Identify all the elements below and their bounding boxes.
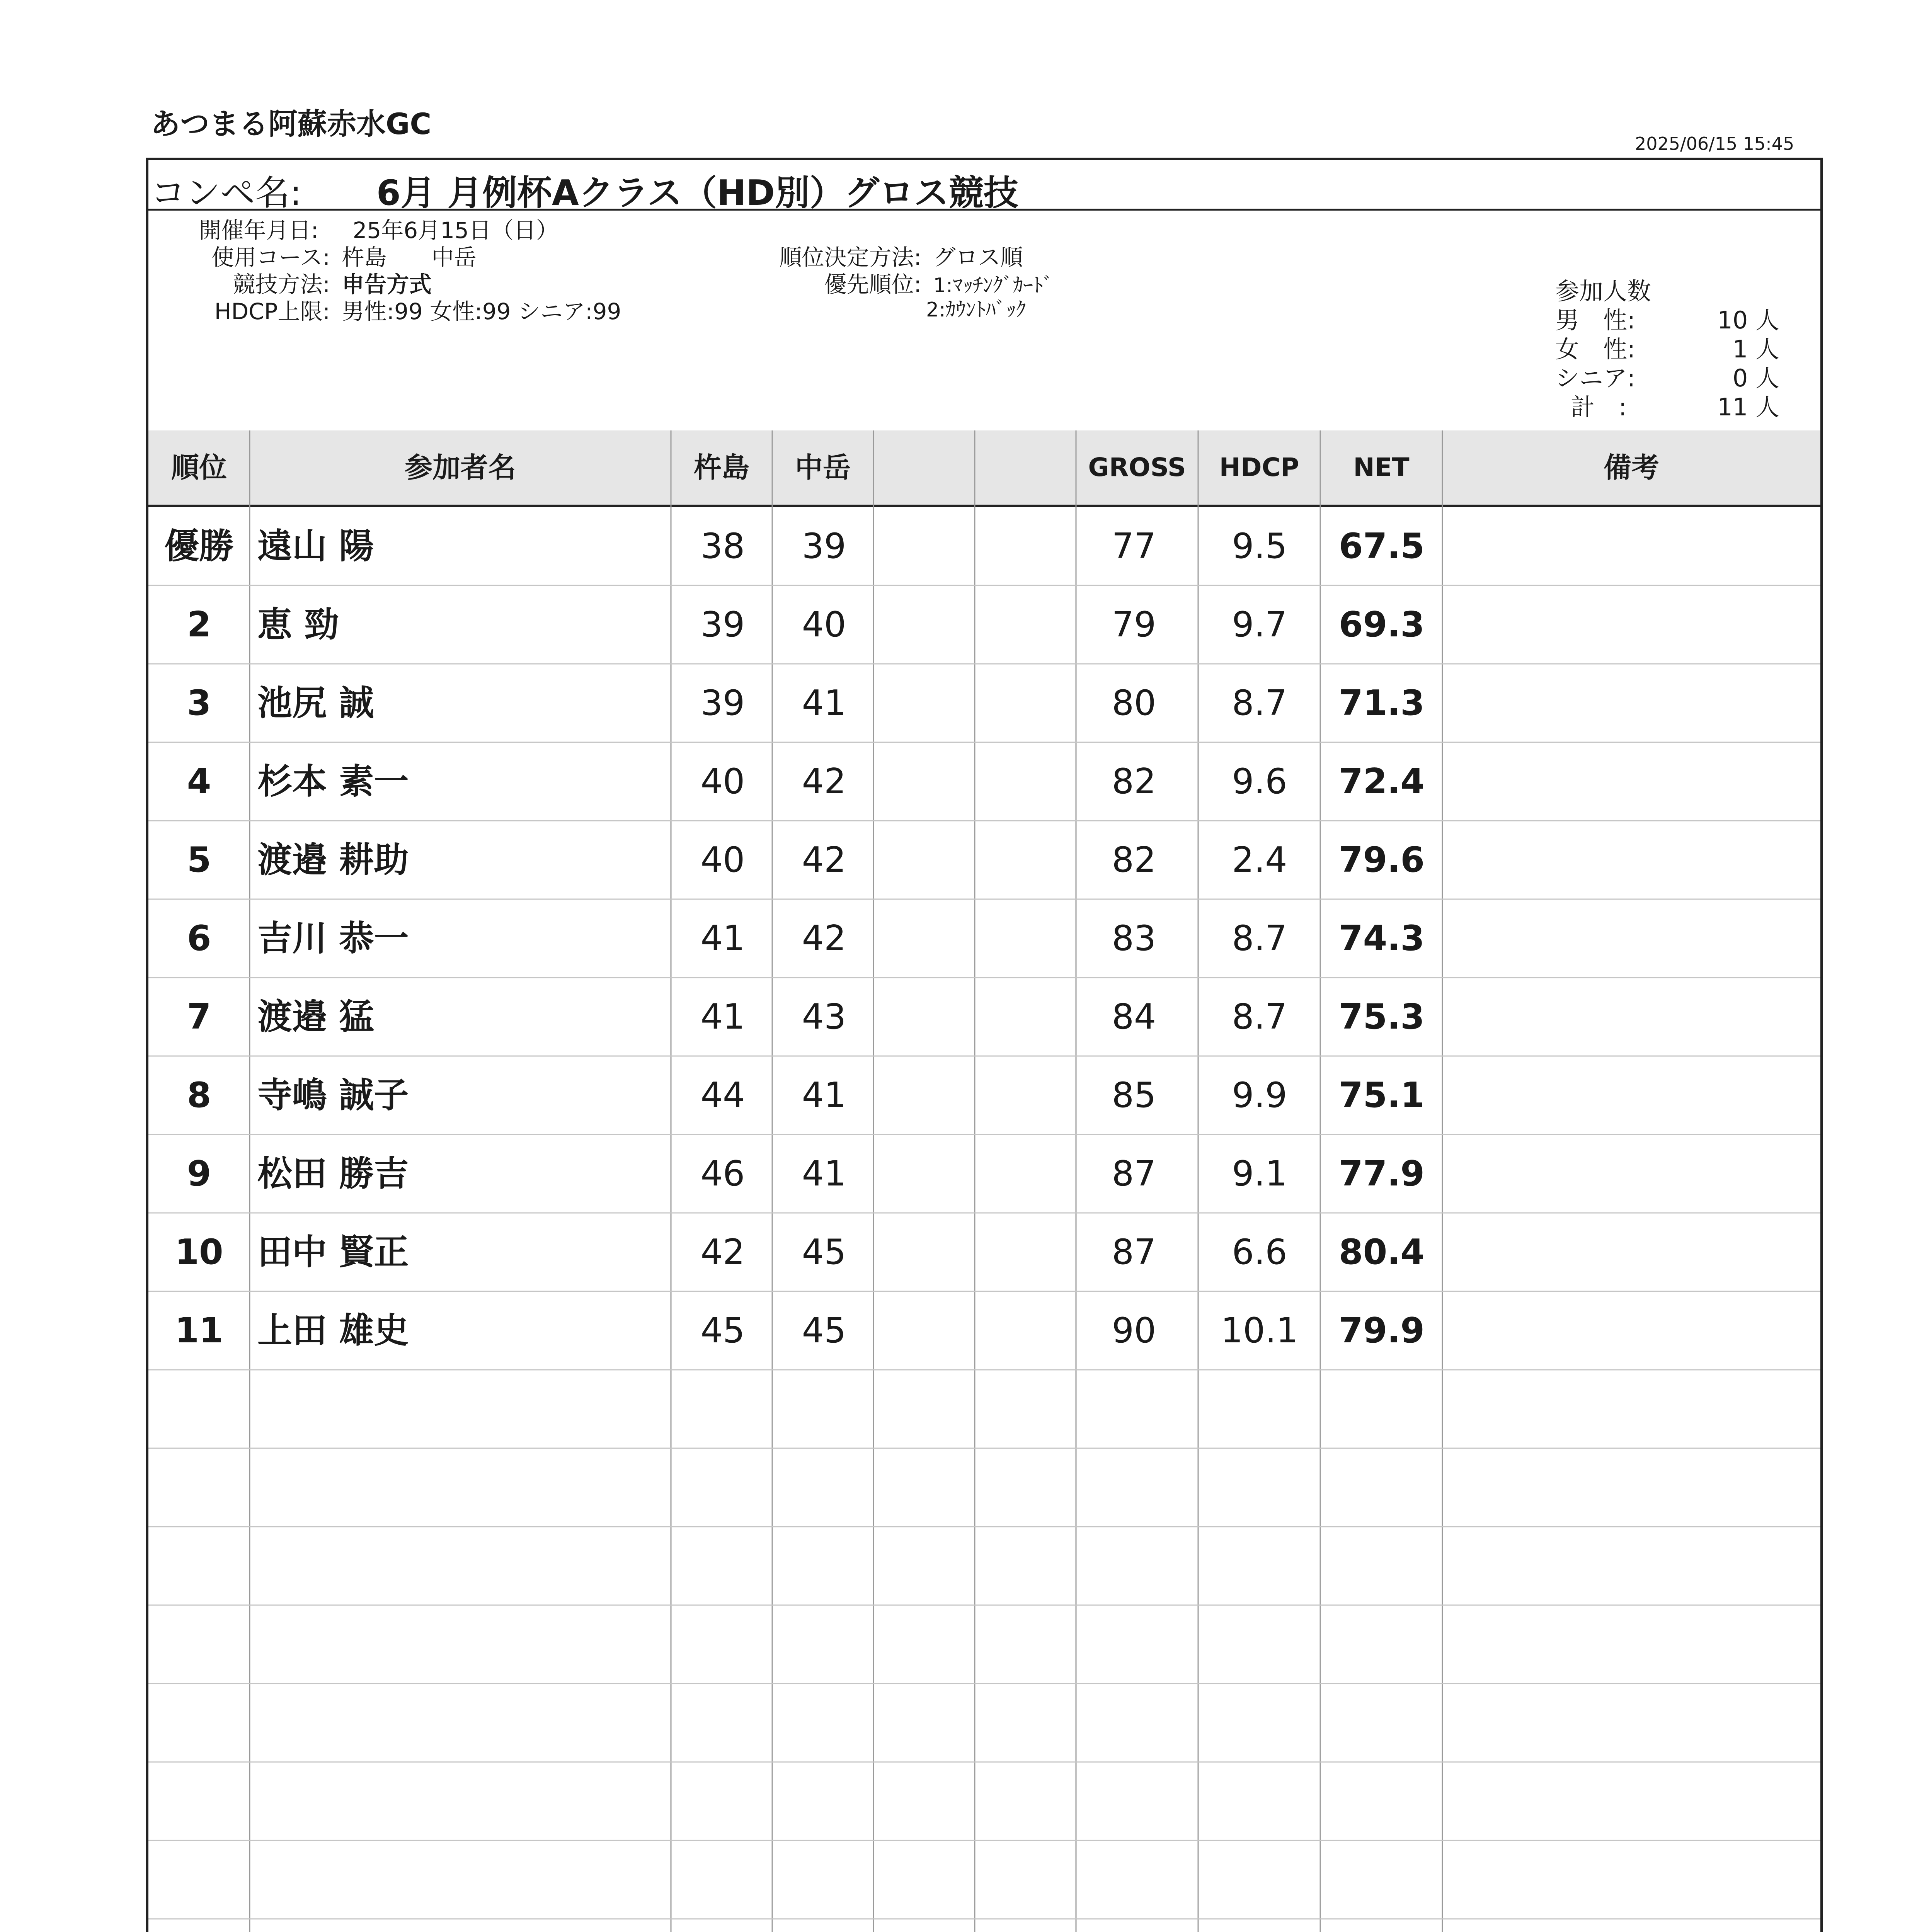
rank-cell: 2	[187, 604, 211, 645]
participants-female	[1555, 330, 1787, 363]
rank-cell: 優勝	[164, 526, 234, 566]
hdcp-cell: 9.5	[1232, 526, 1287, 566]
rank-cell: 7	[187, 997, 211, 1037]
participants-female-label: 女 性:	[1555, 335, 1635, 363]
course2-cell: 45	[802, 1310, 846, 1351]
table-row	[148, 1213, 1820, 1291]
participants-female-value: 1 人	[1732, 335, 1779, 363]
hdcp-cell: 8.7	[1232, 918, 1287, 959]
info-course-label: 使用コース:	[211, 244, 330, 270]
course2-cell: 43	[802, 997, 846, 1037]
info-date-value: 25年6月15日（日）	[352, 217, 558, 243]
participants-male	[1555, 301, 1787, 334]
name-cell: 松田 勝吉	[257, 1153, 409, 1194]
course1-cell: 44	[700, 1075, 745, 1116]
course1-cell: 41	[700, 918, 745, 959]
participants-senior-label: シニア:	[1555, 364, 1635, 392]
net-cell: 69.3	[1338, 604, 1425, 645]
competition-name-label: コンペ名:	[151, 173, 302, 213]
participants-male-label: 男 性:	[1555, 306, 1635, 334]
col-gross: GROSS	[1088, 452, 1186, 482]
gross-cell: 79	[1112, 604, 1156, 645]
table-row	[148, 742, 1820, 821]
table-row	[148, 978, 1820, 1056]
net-cell: 72.4	[1338, 761, 1425, 802]
name-cell: 田中 賢正	[257, 1232, 409, 1272]
course1-cell: 42	[700, 1232, 745, 1272]
participants-title: 参加人数	[1555, 277, 1651, 305]
name-cell: 恵 勁	[257, 604, 339, 645]
net-cell: 75.1	[1338, 1075, 1425, 1116]
participants-senior-value: 0 人	[1732, 364, 1779, 392]
club-name: あつまる阿蘇赤水GC	[151, 107, 432, 141]
info-ranking-label: 順位決定方法:	[779, 244, 921, 270]
info-course-value: 杵島 中岳	[342, 244, 477, 270]
participants-total-value: 11 人	[1717, 393, 1779, 421]
net-cell: 67.5	[1338, 526, 1425, 566]
course1-cell: 39	[700, 604, 745, 645]
table-row	[148, 507, 1820, 585]
info-priority-1: 1:ﾏｯﾁﾝｸﾞｶｰﾄﾞ	[933, 274, 1054, 297]
competition-name: 6月 月例杯Aクラス（HD別）グロス競技	[376, 173, 1018, 213]
rank-cell: 3	[187, 683, 211, 723]
info-hdcp-value: 男性:99 女性:99 シニア:99	[342, 298, 621, 325]
hdcp-cell: 9.6	[1232, 761, 1287, 802]
table-row	[148, 585, 1820, 664]
table-row	[148, 899, 1820, 978]
gross-cell: 90	[1112, 1310, 1156, 1351]
info-hdcp-label: HDCP上限:	[214, 298, 330, 325]
gross-cell: 87	[1112, 1153, 1156, 1194]
rank-cell: 8	[187, 1075, 211, 1116]
results-sheet	[146, 158, 1823, 1932]
col-course1: 杵島	[693, 451, 749, 484]
rank-cell: 9	[187, 1153, 211, 1194]
course2-cell: 42	[802, 761, 846, 802]
info-date-label: 開催年月日:	[199, 217, 318, 243]
col-net: NET	[1353, 452, 1410, 482]
rank-cell: 4	[187, 761, 211, 802]
course2-cell: 45	[802, 1232, 846, 1272]
net-cell: 79.9	[1338, 1310, 1425, 1351]
gross-cell: 77	[1112, 526, 1156, 566]
rank-cell: 10	[175, 1232, 223, 1272]
results-table	[148, 430, 1820, 1932]
course1-cell: 38	[700, 526, 745, 566]
name-cell: 寺嶋 誠子	[257, 1075, 409, 1116]
info-hdcp	[148, 293, 621, 326]
rank-cell: 6	[187, 918, 211, 959]
participants-senior	[1555, 359, 1787, 392]
gross-cell: 83	[1112, 918, 1156, 959]
gross-cell: 84	[1112, 997, 1156, 1037]
printed-timestamp: 2025/06/15 15:45	[1635, 133, 1794, 154]
name-cell: 上田 雄史	[257, 1310, 409, 1351]
participants-total	[1555, 388, 1787, 421]
course1-cell: 41	[700, 997, 745, 1037]
hdcp-cell: 6.6	[1232, 1232, 1287, 1272]
net-cell: 80.4	[1338, 1232, 1425, 1272]
gross-cell: 80	[1112, 683, 1156, 723]
rank-cell: 5	[187, 840, 211, 880]
rank-cell: 11	[175, 1310, 223, 1351]
table-row	[148, 1291, 1820, 1370]
name-cell: 遠山 陽	[257, 526, 374, 566]
hdcp-cell: 9.9	[1232, 1075, 1287, 1116]
course1-cell: 40	[700, 761, 745, 802]
participants-male-value: 10 人	[1717, 306, 1779, 334]
course2-cell: 40	[802, 604, 846, 645]
name-cell: 渡邉 耕助	[257, 840, 409, 880]
table-row	[148, 1056, 1820, 1134]
gross-cell: 87	[1112, 1232, 1156, 1272]
info-method-value: 申告方式	[342, 271, 432, 298]
info-priority-label: 優先順位:	[824, 271, 921, 298]
col-name: 参加者名	[404, 451, 516, 484]
course2-cell: 41	[802, 1075, 846, 1116]
course2-cell: 41	[802, 1153, 846, 1194]
col-hdcp: HDCP	[1219, 452, 1299, 482]
course2-cell: 39	[802, 526, 846, 566]
net-cell: 75.3	[1338, 997, 1425, 1037]
course1-cell: 45	[700, 1310, 745, 1351]
net-cell: 77.9	[1338, 1153, 1425, 1194]
table-row	[148, 664, 1820, 742]
name-cell: 吉川 恭一	[257, 918, 409, 959]
name-cell: 池尻 誠	[257, 683, 374, 723]
course1-cell: 39	[700, 683, 745, 723]
net-cell: 74.3	[1338, 918, 1425, 959]
hdcp-cell: 9.7	[1232, 604, 1287, 645]
net-cell: 79.6	[1338, 840, 1425, 880]
gross-cell: 85	[1112, 1075, 1156, 1116]
competition-title-row	[148, 160, 1820, 211]
col-course2: 中岳	[795, 451, 851, 484]
gross-cell: 82	[1112, 761, 1156, 802]
course1-cell: 40	[700, 840, 745, 880]
info-method-label: 競技方法:	[233, 271, 330, 298]
hdcp-cell: 10.1	[1221, 1310, 1299, 1351]
hdcp-cell: 8.7	[1232, 683, 1287, 723]
name-cell: 渡邉 猛	[257, 997, 374, 1037]
name-cell: 杉本 素一	[257, 761, 409, 802]
col-remarks: 備考	[1603, 451, 1659, 484]
net-cell: 71.3	[1338, 683, 1425, 723]
course2-cell: 42	[802, 918, 846, 959]
info-priority-2: 2:ｶｳﾝﾄﾊﾞｯｸ	[926, 298, 1026, 321]
course2-cell: 41	[802, 683, 846, 723]
hdcp-cell: 2.4	[1232, 840, 1287, 880]
course1-cell: 46	[700, 1153, 745, 1194]
participants-total-label: 計 :	[1571, 393, 1627, 421]
hdcp-cell: 8.7	[1232, 997, 1287, 1037]
gross-cell: 82	[1112, 840, 1156, 880]
hdcp-cell: 9.1	[1232, 1153, 1287, 1194]
col-rank: 順位	[171, 451, 227, 484]
table-row	[148, 1134, 1820, 1213]
course2-cell: 42	[802, 840, 846, 880]
info-ranking-value: グロス順	[933, 244, 1023, 270]
table-row	[148, 821, 1820, 899]
